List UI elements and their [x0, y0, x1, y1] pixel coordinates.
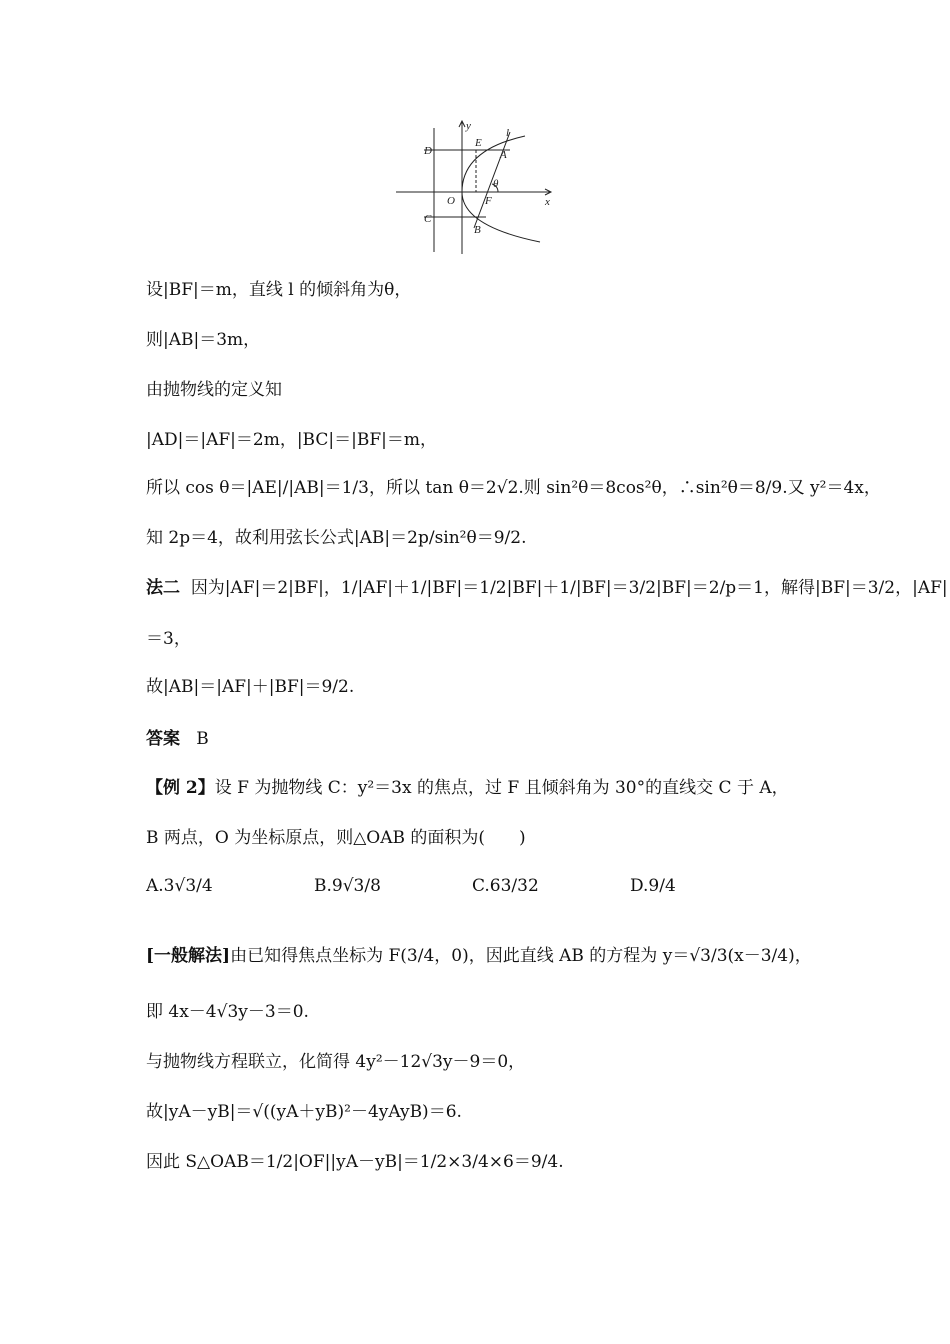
method-two-text: 因为|AF|＝2|BF|，1/|AF|＋1/|BF|＝1/2|BF|＋1/|BF|＝3/2|BF|＝2/p＝1，解得|BF|＝3/2，|AF|	[190, 578, 948, 598]
example-2-line-1	[146, 776, 789, 800]
example-2-line-2: B 两点，O 为坐标原点，则△OAB 的面积为( )	[146, 828, 526, 848]
line-4: |AD|＝|AF|＝2m，|BC|＝|BF|＝m，	[146, 430, 437, 450]
label-x: x	[545, 196, 550, 208]
label-y: y	[466, 120, 471, 132]
label-l: l	[506, 127, 510, 139]
method-two-label: 法二	[146, 578, 180, 598]
line-2: 则|AB|＝3m，	[146, 330, 261, 350]
method-line-3: 与抛物线方程联立，化简得 4y²－12√3y－9＝0，	[146, 1052, 526, 1072]
label-F: F	[485, 195, 492, 207]
option-b: B.9√3/8	[314, 876, 381, 896]
line-6: 知 2p＝4，故利用弦长公式|AB|＝2p/sin²θ＝9/2.	[146, 528, 527, 548]
label-C: C	[424, 213, 432, 225]
answer-value: B	[196, 729, 209, 749]
line-8: ＝3，	[146, 629, 191, 649]
answer-label: 答案	[146, 729, 180, 749]
line-5: 所以 cos θ＝|AE|/|AB|＝1/3，所以 tan θ＝2√2.则 sin²θ＝8cos²θ，∴sin²θ＝8/9.又 y²＝4x，	[146, 478, 881, 498]
option-c: C.63/32	[472, 876, 539, 896]
parabola-figure	[390, 120, 590, 255]
line-1: 设|BF|＝m，直线 l 的倾斜角为θ，	[146, 280, 412, 300]
example-2-text-a: 设 F 为抛物线 C：y²＝3x 的焦点，过 F 且倾斜角为 30°的直线交 C 于 A，	[214, 778, 789, 798]
label-theta: θ	[493, 178, 499, 190]
option-a: A.3√3/4	[146, 876, 213, 896]
method-text-1: 由已知得焦点坐标为 F(3/4，0)，因此直线 AB 的方程为 y＝√3/3(x－3/4)，	[230, 946, 812, 966]
label-O: O	[447, 195, 455, 207]
method-line-2: 即 4x－4√3y－3＝0.	[146, 1002, 309, 1022]
line-9: 故|AB|＝|AF|＋|BF|＝9/2.	[146, 677, 355, 697]
method-line-4: 故|yA－yB|＝√((yA＋yB)²－4yAyB)＝6.	[146, 1102, 462, 1122]
method-line-1	[146, 944, 812, 968]
example-2-label: 【例 2】	[146, 778, 215, 798]
general-method-label: [一般解法]	[146, 946, 231, 966]
answer-line	[146, 727, 209, 751]
label-A: A	[500, 149, 507, 161]
method-line-5: 因此 S△OAB＝1/2|OF||yA－yB|＝1/2×3/4×6＝9/4.	[146, 1152, 564, 1172]
line-7	[146, 576, 948, 600]
label-E: E	[475, 137, 482, 149]
label-B: B	[474, 224, 481, 236]
label-D: D	[424, 145, 432, 157]
option-d: D.9/4	[630, 876, 676, 896]
line-3: 由抛物线的定义知	[146, 380, 282, 400]
